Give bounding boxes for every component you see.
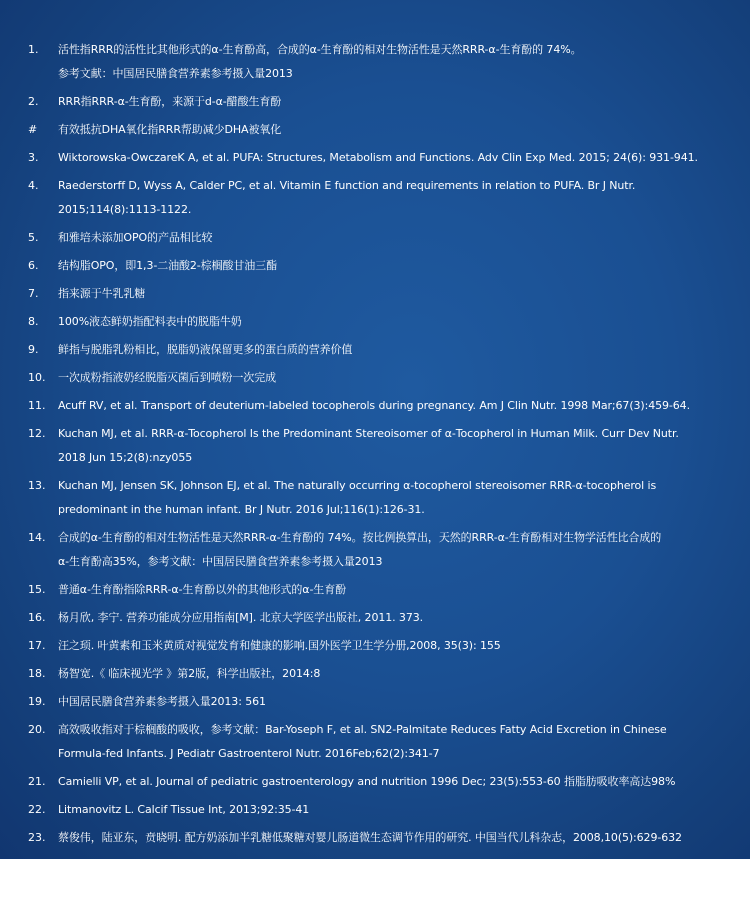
- reference-item: [0, 882, 750, 906]
- reference-text: 一次成粉指液奶经脱脂灭菌后到喷粉一次完成: [58, 371, 276, 384]
- reference-number: 20.: [28, 723, 46, 736]
- reference-text: 指来源于牛乳乳糖: [58, 287, 146, 300]
- reference-item: [0, 798, 750, 822]
- reference-text: Camielli VP, et al. Journal of pediatric gastroenterology and nutrition 1996 Dec; 23(5):553-60 指脂肪吸收率高达98%: [58, 775, 676, 788]
- reference-item: [0, 718, 750, 766]
- reference-number: 25.: [28, 887, 46, 900]
- reference-item: [0, 634, 750, 658]
- reference-number: 11.: [28, 399, 46, 412]
- reference-text: α-生育酚高35%，参考文献：中国居民膳食营养素参考摄入量2013: [58, 555, 383, 568]
- reference-text: 杨智宽.《 临床视光学 》第2版，科学出版社，2014:8: [58, 667, 321, 680]
- reference-text: 2015;114(8):1113-1122.: [58, 203, 192, 216]
- reference-text: 鲜指与脱脂乳粉相比，脱脂奶液保留更多的蛋白质的营养价值: [58, 343, 353, 356]
- reference-text: 汪之顼. 叶黄素和玉米黄质对视觉发育和健康的影响.国外医学卫生学分册,2008, 35(3): 155: [58, 639, 501, 652]
- reference-item: [0, 662, 750, 686]
- reference-item: [0, 146, 750, 170]
- reference-text: 杨月欣, 李宁. 营养功能成分应用指南[M]. 北京大学医学出版社, 2011. 373.: [58, 611, 424, 624]
- reference-text: Litmanovitz L. Calcif Tissue Int, 2013;92:35-41: [58, 803, 310, 816]
- reference-list: [0, 38, 750, 906]
- reference-number: 17.: [28, 639, 46, 652]
- reference-number: #: [28, 123, 38, 136]
- reference-text: Kuchan MJ, et al. RRR-α-Tocopherol Is the Predominant Stereoisomer of α-Tocopherol in Human Milk. Curr Dev Nutr.: [58, 427, 679, 440]
- reference-text: 指菁挚纯净3段和4段产品: [58, 887, 181, 900]
- reference-item: [0, 422, 750, 470]
- reference-text: 中国居民膳食营养素参考摄入量2013: 561: [58, 695, 266, 708]
- reference-text: Raederstorff D, Wyss A, Calder PC, et al. Vitamin E function and requirements in relation to PUFA. Br J Nutr.: [58, 179, 636, 192]
- reference-number: 4.: [28, 179, 39, 192]
- reference-item: [0, 826, 750, 850]
- reference-text: Acuff RV, et al. Transport of deuterium-labeled tocopherols during pregnancy. Am J Clin Nutr. 1998 Mar;67(3):459-64.: [58, 399, 690, 412]
- reference-number: 16.: [28, 611, 46, 624]
- reference-number: 6.: [28, 259, 39, 272]
- reference-item: [0, 474, 750, 522]
- reference-text: Formula-fed Infants. J Pediatr Gastroenterol Nutr. 2016Feb;62(2):341-7: [58, 747, 440, 760]
- reference-number: 24.: [28, 859, 46, 872]
- reference-item: [0, 526, 750, 574]
- reference-item: [0, 310, 750, 334]
- reference-item: [0, 38, 750, 86]
- reference-text: 结构脂OPO，即1,3-二油酸2-棕榈酸甘油三酯: [58, 259, 277, 272]
- reference-number: 5.: [28, 231, 39, 244]
- reference-number: 14.: [28, 531, 46, 544]
- reference-text: predominant in the human infant. Br J Nutr. 2016 Jul;116(1):126-31.: [58, 503, 425, 516]
- reference-number: 15.: [28, 583, 46, 596]
- reference-number: 22.: [28, 803, 46, 816]
- reference-item: [0, 366, 750, 390]
- reference-text: Kuchan MJ, Jensen SK, Johnson EJ, et al. The naturally occurring α-tocopherol stereoisomer RRR-α-tocopherol is: [58, 479, 657, 492]
- reference-text: Wiktorowska-OwczareK A, et al. PUFA: Structures, Metabolism and Functions. Adv Clin Exp Med. 2015; 24(6): 931-941.: [58, 151, 698, 164]
- reference-number: 21.: [28, 775, 46, 788]
- reference-number: 7.: [28, 287, 39, 300]
- reference-text: 蔡俊伟，陆亚东，贲晓明. 配方奶添加半乳糖低聚糖对婴儿肠道微生态调节作用的研究. 中国当代儿科杂志，2008,10(5):629-632: [58, 831, 682, 844]
- reference-item: [0, 578, 750, 602]
- reference-text: 2018 Jun 15;2(8):nzy055: [58, 451, 193, 464]
- reference-item: [0, 394, 750, 418]
- reference-text: 中国居民膳食营养素参考摄入量2013: 456, 461: [58, 859, 294, 872]
- reference-number: 1.: [28, 43, 39, 56]
- reference-text: 参考文献：中国居民膳食营养素参考摄入量2013: [58, 67, 293, 80]
- reference-text: 有效抵抗DHA氧化指RRR帮助减少DHA被氧化: [58, 123, 282, 136]
- reference-item: [0, 226, 750, 250]
- reference-number: 19.: [28, 695, 46, 708]
- reference-number: 8.: [28, 315, 39, 328]
- reference-text: 普通α-生育酚指除RRR-α-生育酚以外的其他形式的α-生育酚: [58, 583, 347, 596]
- reference-number: 3.: [28, 151, 39, 164]
- reference-number: 2.: [28, 95, 39, 108]
- reference-item: [0, 338, 750, 362]
- reference-item: [0, 174, 750, 222]
- reference-text: RRR指RRR-α-生育酚，来源于d-α-醋酸生育酚: [58, 95, 282, 108]
- reference-text: 活性指RRR的活性比其他形式的α-生育酚高，合成的α-生育酚的相对生物活性是天然RRR-α-生育酚的 74%。: [58, 43, 582, 56]
- reference-number: 23.: [28, 831, 46, 844]
- reference-text: 和雅培未添加OPO的产品相比较: [58, 231, 213, 244]
- reference-item: [0, 254, 750, 278]
- reference-item: [0, 282, 750, 306]
- reference-item: [0, 690, 750, 714]
- reference-number: 13.: [28, 479, 46, 492]
- reference-item: [0, 854, 750, 878]
- reference-text: 合成的α-生育酚的相对生物活性是天然RRR-α-生育酚的 74%。按比例换算出，天然的RRR-α-生育酚相对生物学活性比合成的: [58, 531, 662, 544]
- reference-item: [0, 118, 750, 142]
- reference-item: [0, 606, 750, 630]
- reference-number: 10.: [28, 371, 46, 384]
- reference-item: [0, 770, 750, 794]
- reference-text: 100%液态鲜奶指配料表中的脱脂牛奶: [58, 315, 242, 328]
- reference-number: 9.: [28, 343, 39, 356]
- reference-text: 高效吸收指对于棕榈酸的吸收，参考文献：Bar-Yoseph F, et al. SN2-Palmitate Reduces Fatty Acid Excretion in Chinese: [58, 723, 667, 736]
- reference-item: [0, 90, 750, 114]
- reference-number: 12.: [28, 427, 46, 440]
- reference-number: 18.: [28, 667, 46, 680]
